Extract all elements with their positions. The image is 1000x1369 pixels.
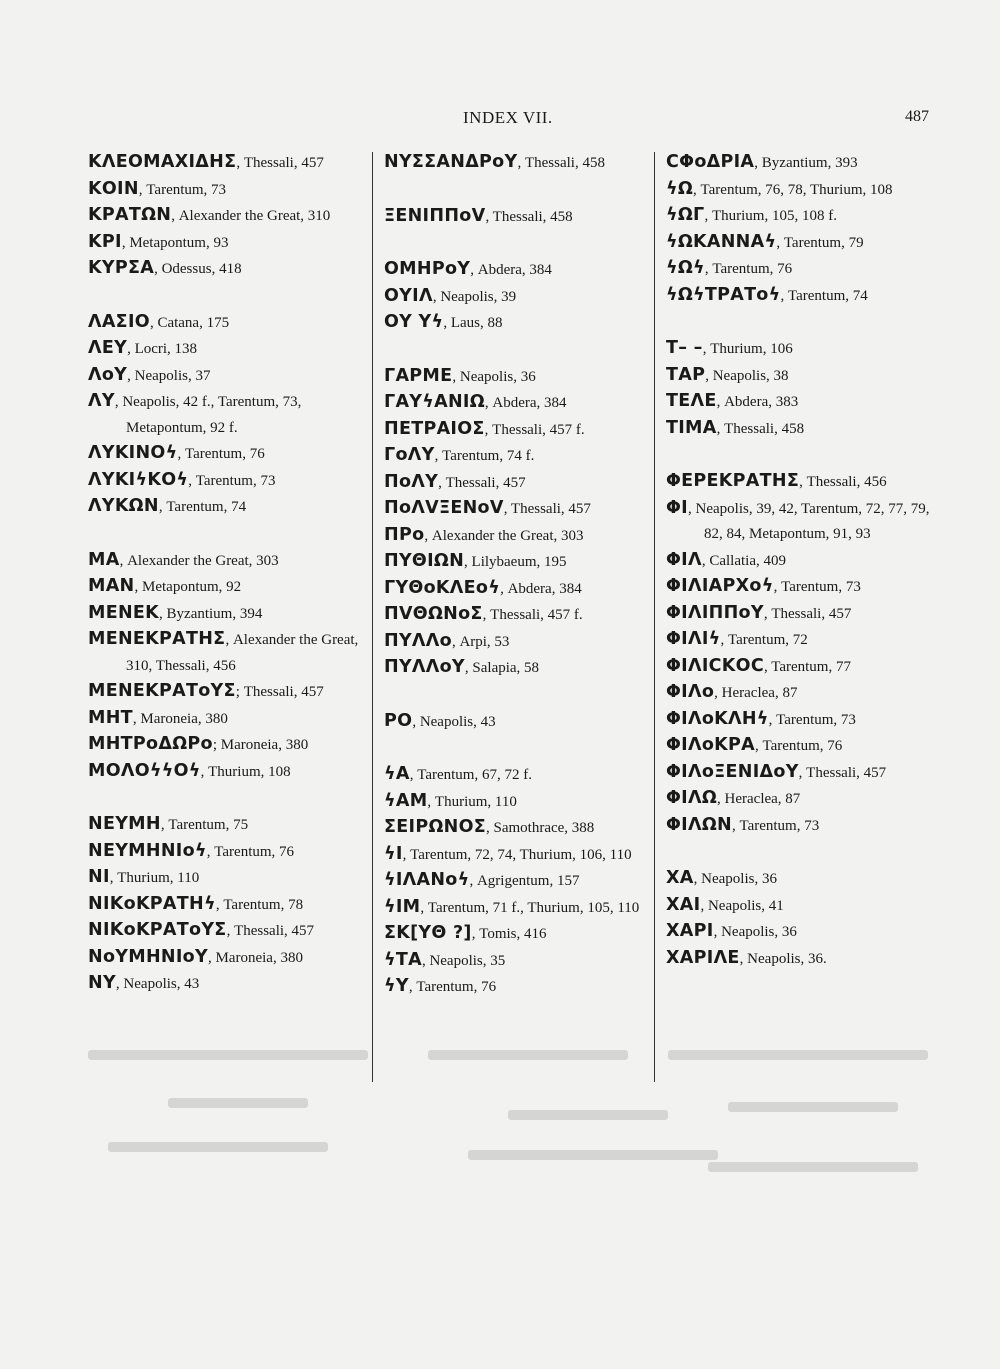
- index-entry: [666, 574, 946, 601]
- index-entry: [384, 762, 652, 789]
- greek-inscription: ΦΙΛοΚΛΗϟ: [666, 708, 769, 729]
- index-entry: [384, 974, 652, 1001]
- greek-inscription: ΚΥΡΣΑ: [88, 258, 155, 278]
- greek-inscription: ΜΟΛΟϟϟΟϟ: [88, 760, 201, 781]
- index-entry: [88, 812, 370, 839]
- greek-inscription: ΞΕΝΙΠΠοV: [384, 205, 486, 226]
- entry-reference: , Thurium, 108: [200, 763, 291, 780]
- greek-inscription: ϟΩ: [666, 178, 694, 199]
- greek-inscription: ΛΥΚΩΝ: [88, 496, 159, 516]
- index-entry: [384, 364, 652, 391]
- index-entry: [666, 256, 946, 283]
- greek-inscription: ΠΡο: [384, 524, 425, 545]
- greek-inscription: ϟΩϟΤΡΑΤοϟ: [666, 284, 781, 305]
- entry-gap: [384, 230, 652, 257]
- index-entry: [666, 733, 946, 760]
- index-entry: [666, 627, 946, 654]
- index-entry: [666, 416, 946, 443]
- entry-reference: , Maroneia, 380: [207, 949, 303, 966]
- index-column-2: [384, 150, 652, 1001]
- entry-reference: , Tarentum, 75: [160, 817, 249, 833]
- entry-reference: , Thessali, 456: [799, 474, 887, 490]
- entry-reference: , Thessali, 457: [763, 605, 852, 622]
- entry-reference: , Maroneia, 380: [132, 710, 228, 727]
- index-entry: [88, 336, 370, 363]
- greek-inscription: ΦΕΡΕΚΡΑΤΗΣ: [666, 471, 800, 491]
- greek-inscription: ϟΩΚΑΝΝΑϟ: [666, 231, 777, 252]
- index-entry: [384, 709, 652, 736]
- index-entry: [384, 443, 652, 470]
- entry-reference: , Tarentum, 76: [206, 843, 295, 860]
- entry-reference: , Neapolis, 42 f., Tarentum, 73, Metapontum, 92 f.: [114, 394, 302, 436]
- greek-inscription: ΣΚ[ΥΘ ?]: [384, 923, 472, 943]
- entry-reference: , Tarentum, 76: [755, 738, 843, 754]
- index-entry: [666, 230, 946, 257]
- entry-reference: , Heraclea, 87: [714, 685, 798, 701]
- greek-inscription: ΛοΥ: [88, 364, 128, 385]
- entry-reference: , Thessali, 458: [485, 208, 573, 225]
- greek-inscription: ΠΥΛΛο: [384, 630, 452, 651]
- entry-reference: , Alexander the Great, 310, Thessali, 456: [126, 632, 359, 674]
- entry-reference: , Tarentum, 74: [158, 499, 247, 515]
- greek-inscription: ΧΑΡΙΛΕ: [666, 947, 740, 968]
- greek-inscription: ΠΕΤΡΑΙΟΣ: [384, 418, 485, 439]
- entry-gap: [88, 283, 370, 310]
- greek-inscription: ΜΑ: [88, 549, 120, 570]
- entry-reference: , Tomis, 416: [471, 926, 547, 942]
- greek-inscription: ΝΙΚοΚΡΑΤοΥΣ: [88, 920, 227, 940]
- page-header: [0, 108, 1000, 130]
- entry-reference: , Abdera, 383: [716, 394, 799, 410]
- greek-inscription: ϟΙ: [384, 843, 403, 864]
- greek-inscription: ϟΙΜ: [384, 896, 421, 917]
- index-entry: [384, 150, 652, 177]
- index-entry: [88, 892, 370, 919]
- entry-gap: [88, 785, 370, 812]
- index-entry: [384, 842, 652, 869]
- index-entry: [666, 363, 946, 390]
- index-entry: [384, 284, 652, 311]
- greek-inscription: ϟΑΜ: [384, 790, 428, 811]
- entry-reference: , Neapolis, 35: [421, 952, 506, 969]
- index-entry: [88, 441, 370, 468]
- index-entry: [384, 204, 652, 231]
- entry-reference: , Thessali, 457: [236, 155, 324, 171]
- greek-inscription: ΜΑΝ: [88, 576, 135, 596]
- entry-reference: , Thessali, 457 f.: [482, 607, 583, 623]
- entry-reference: , Alexander the Great, 310: [171, 208, 331, 224]
- greek-inscription: ΦΙ: [666, 497, 688, 518]
- index-entry: [384, 523, 652, 550]
- index-column-3: [666, 150, 946, 972]
- greek-inscription: ΛΑΣΙΟ: [88, 311, 150, 332]
- index-entry: [384, 895, 652, 922]
- index-entry: [666, 496, 946, 548]
- index-entry: [88, 548, 370, 575]
- entry-reference: , Neapolis, 39, 42, Tarentum, 72, 77, 79, 82, 84, Metapontum, 91, 93: [688, 500, 930, 542]
- entry-reference: , Odessus, 418: [154, 261, 242, 277]
- entry-reference: , Salapia, 58: [464, 660, 540, 676]
- index-entry: [384, 390, 652, 417]
- bleed-through-marks: [88, 1050, 948, 1200]
- entry-gap: [384, 682, 652, 709]
- entry-gap: [384, 177, 652, 204]
- index-entry: [666, 786, 946, 813]
- entry-reference: , Thurium, 110: [427, 793, 517, 810]
- index-entry: [666, 389, 946, 416]
- entry-reference: , Lilybaeum, 195: [464, 554, 567, 570]
- entry-reference: , Tarentum, 74: [780, 287, 868, 304]
- index-entry: [666, 946, 946, 973]
- greek-inscription: ΠΥΛΛοΥ: [384, 657, 465, 677]
- index-entry: [384, 417, 652, 444]
- greek-inscription: ΠVΘΩΝοΣ: [384, 604, 483, 624]
- index-entry: [384, 549, 652, 576]
- entry-reference: , Callatia, 409: [701, 552, 786, 569]
- entry-reference: , Tarentum, 73: [731, 817, 820, 834]
- entry-reference: , Thessali, 457: [226, 923, 315, 939]
- greek-inscription: ΛΕΥ: [88, 338, 128, 358]
- index-entry: [666, 654, 946, 681]
- entry-reference: , Tarentum, 76: [704, 261, 793, 277]
- entry-gap: [666, 309, 946, 336]
- entry-reference: , Neapolis, 43: [412, 713, 496, 730]
- greek-inscription: ΦΙΛοΞΕΝΙΔοΥ: [666, 761, 799, 782]
- greek-inscription: ΝοΥΜΗΝΙοΥ: [88, 946, 208, 967]
- index-entry: [384, 948, 652, 975]
- greek-inscription: ΤΑΡ: [666, 364, 706, 385]
- index-entry: [88, 945, 370, 972]
- entry-reference: , Thessali, 457: [798, 764, 887, 781]
- index-entry: [384, 602, 652, 629]
- index-entry: [88, 865, 370, 892]
- page-number: 487: [905, 108, 929, 125]
- greek-inscription: ΝΙ: [88, 867, 110, 887]
- entry-reference: , Thurium, 110: [109, 870, 200, 886]
- index-entry: [88, 468, 370, 495]
- entry-reference: , Abdera, 384: [484, 395, 567, 411]
- greek-inscription: ΚΛΕΟΜΑΧΙΔΗΣ: [88, 152, 237, 172]
- greek-inscription: ΓΥΘοΚΛΕοϟ: [384, 577, 501, 598]
- greek-inscription: ϟΩϟ: [666, 258, 705, 278]
- greek-inscription: ΦΙΛΩΝ: [666, 814, 732, 835]
- greek-inscription: CΦοΔΡΙΑ: [666, 152, 755, 172]
- index-entry: [88, 679, 370, 706]
- entry-reference: , Tarentum, 73: [188, 472, 276, 489]
- greek-inscription: ΡΟ: [384, 710, 413, 731]
- entry-reference: , Neapolis, 38: [705, 367, 789, 384]
- entry-reference: , Tarentum, 76: [408, 979, 497, 995]
- index-entry: [384, 496, 652, 523]
- index-entry: [88, 706, 370, 733]
- greek-inscription: ΝΕΥΜΗ: [88, 814, 161, 834]
- entry-reference: , Byzantium, 394: [159, 605, 263, 622]
- greek-inscription: ΜΕΝΕΚΡΑΤΗΣ: [88, 629, 226, 649]
- index-entry: [88, 310, 370, 337]
- greek-inscription: ΦΙΛοΚΡΑ: [666, 735, 755, 755]
- entry-reference: , Tarentum, 74 f.: [434, 448, 535, 464]
- entry-reference: , Neapolis, 36: [713, 924, 797, 940]
- entry-reference: ; Maroneia, 380: [212, 737, 309, 753]
- entry-reference: , Tarentum, 78: [215, 896, 304, 913]
- entry-reference: , Byzantium, 393: [754, 155, 858, 171]
- entry-reference: , Tarentum, 73: [138, 181, 227, 198]
- index-entry: [88, 150, 370, 177]
- entry-reference: , Laus, 88: [443, 315, 503, 331]
- index-entry: [88, 177, 370, 204]
- greek-inscription: ΝΥ: [88, 973, 116, 993]
- index-entry: [666, 203, 946, 230]
- entry-reference: ; Thessali, 457: [235, 684, 324, 700]
- index-entry: [88, 971, 370, 998]
- index-entry: [666, 707, 946, 734]
- running-title: INDEX VII.: [463, 108, 553, 127]
- entry-gap: [666, 839, 946, 866]
- greek-inscription: ΟΥΙΛ: [384, 285, 433, 306]
- entry-reference: , Tarentum, 72, 74, Thurium, 106, 110: [402, 846, 632, 863]
- greek-inscription: ΓοΛΥ: [384, 445, 435, 465]
- index-entry: [384, 655, 652, 682]
- entry-reference: , Neapolis, 36: [452, 368, 536, 385]
- column-rule: [372, 152, 373, 1082]
- greek-inscription: ΜΕΝΕΚΡΑΤοΥΣ: [88, 681, 236, 701]
- entry-reference: , Tarentum, 76, 78, Thurium, 108: [693, 181, 893, 198]
- entry-reference: , Thurium, 105, 108 f.: [704, 208, 837, 224]
- greek-inscription: ΦΙΛΙΑΡΧοϟ: [666, 576, 774, 596]
- index-entry: [666, 548, 946, 575]
- entry-reference: , Tarentum, 73: [768, 711, 856, 728]
- greek-inscription: ΤΙΜΑ: [666, 417, 717, 438]
- entry-reference: , Tarentum, 71 f., Thurium, 105, 110: [420, 899, 640, 916]
- greek-inscription: ΣΕΙΡΩΝΟΣ: [384, 817, 486, 837]
- index-entry: [666, 680, 946, 707]
- entry-gap: [384, 337, 652, 364]
- index-entry: [666, 893, 946, 920]
- entry-reference: , Samothrace, 388: [486, 820, 595, 836]
- entry-reference: , Tarentum, 67, 72 f.: [409, 767, 532, 783]
- index-entry: [88, 918, 370, 945]
- greek-inscription: ΛΥ: [88, 391, 115, 411]
- index-entry: [88, 230, 370, 257]
- index-column-1: [88, 150, 370, 998]
- greek-inscription: ΦΙΛ: [666, 549, 702, 570]
- greek-inscription: ΧΑΡΙ: [666, 921, 714, 941]
- greek-inscription: ΚΡΑΤΩΝ: [88, 205, 172, 225]
- greek-inscription: ϟΥ: [384, 976, 409, 996]
- entry-reference: , Arpi, 53: [451, 633, 510, 650]
- index-entry: [384, 789, 652, 816]
- entry-reference: , Tarentum, 72: [720, 632, 808, 648]
- greek-inscription: ΛΥΚΙΝΟϟ: [88, 443, 178, 463]
- greek-inscription: ΟΜΗΡοΥ: [384, 259, 471, 279]
- index-entry: [88, 759, 370, 786]
- greek-inscription: ΦΙΛΙCΚΟC: [666, 655, 764, 676]
- entry-reference: , Abdera, 384: [500, 580, 582, 597]
- greek-inscription: ΧΑ: [666, 868, 694, 888]
- entry-reference: , Alexander the Great, 303: [119, 552, 279, 569]
- index-entry: [666, 601, 946, 628]
- entry-reference: , Metapontum, 92: [134, 579, 242, 595]
- greek-inscription: ϟΑ: [384, 764, 410, 784]
- entry-reference: , Tarentum, 76: [177, 446, 265, 462]
- entry-reference: , Alexander the Great, 303: [424, 527, 584, 544]
- index-entry: [666, 866, 946, 893]
- index-entry: [88, 839, 370, 866]
- greek-inscription: ΝΥΣΣΑΝΔΡοΥ: [384, 152, 518, 172]
- entry-reference: , Thurium, 106: [702, 341, 793, 357]
- index-entry: [666, 283, 946, 310]
- index-entry: [88, 256, 370, 283]
- index-entry: [666, 813, 946, 840]
- greek-inscription: ΠΥΘΙΩΝ: [384, 551, 465, 571]
- greek-inscription: ΝΕΥΜΗΝΙοϟ: [88, 840, 207, 861]
- greek-inscription: ΓΑΥϟΑΝΙΩ: [384, 392, 485, 412]
- index-entry: [384, 629, 652, 656]
- index-entry: [384, 576, 652, 603]
- index-entry: [666, 336, 946, 363]
- greek-inscription: ϟΩΓ: [666, 205, 705, 225]
- entry-reference: , Locri, 138: [127, 341, 198, 357]
- index-entry: [666, 919, 946, 946]
- entry-reference: , Catana, 175: [149, 314, 230, 331]
- entry-reference: , Thessali, 457: [503, 501, 591, 517]
- greek-inscription: ΜΕΝΕΚ: [88, 602, 160, 623]
- index-entry: [88, 494, 370, 521]
- index-entry: [88, 389, 370, 441]
- entry-reference: , Thessali, 458: [716, 420, 805, 437]
- greek-inscription: ΦΙΛο: [666, 682, 715, 702]
- entry-reference: , Neapolis, 43: [115, 976, 200, 992]
- index-entry: [666, 760, 946, 787]
- index-entry: [88, 732, 370, 759]
- greek-inscription: ΤΕΛΕ: [666, 391, 717, 411]
- entry-reference: , Abdera, 384: [470, 262, 552, 278]
- index-entry: [384, 257, 652, 284]
- greek-inscription: ΜΗΤΡοΔΩΡο: [88, 734, 213, 754]
- index-entry: [88, 363, 370, 390]
- entry-reference: , Tarentum, 73: [773, 579, 861, 595]
- index-entry: [88, 627, 370, 679]
- column-rule: [654, 152, 655, 1082]
- entry-reference: , Tarentum, 79: [776, 234, 864, 251]
- entry-reference: , Thessali, 457: [438, 474, 526, 491]
- index-entry: [384, 815, 652, 842]
- greek-inscription: ΦΙΛΙϟ: [666, 629, 721, 649]
- index-entry: [384, 868, 652, 895]
- greek-inscription: ΦΙΛΙΠΠοΥ: [666, 602, 764, 623]
- greek-inscription: ΧΑΙ: [666, 894, 701, 915]
- greek-inscription: ΠοΛVΞΕΝοV: [384, 498, 504, 518]
- index-entry: [666, 150, 946, 177]
- entry-reference: , Neapolis, 36.: [739, 950, 827, 967]
- greek-inscription: ΦΙΛΩ: [666, 788, 718, 808]
- entry-gap: [666, 442, 946, 469]
- greek-inscription: ΜΗΤ: [88, 707, 133, 728]
- entry-reference: , Neapolis, 37: [127, 367, 211, 384]
- greek-inscription: ϟΙΛΑΝοϟ: [384, 870, 470, 890]
- index-entry: [384, 921, 652, 948]
- index-entry: [88, 601, 370, 628]
- greek-inscription: ΚΡΙ: [88, 231, 122, 252]
- greek-inscription: ΛΥΚΙϟΚΟϟ: [88, 469, 189, 490]
- greek-inscription: ΝΙΚοΚΡΑΤΗϟ: [88, 893, 216, 914]
- entry-reference: , Neapolis, 36: [693, 871, 777, 887]
- greek-inscription: ΚΟΙΝ: [88, 178, 139, 199]
- entry-reference: , Neapolis, 39: [432, 288, 517, 305]
- greek-inscription: Τ– –: [666, 338, 703, 358]
- greek-inscription: ΠοΛΥ: [384, 471, 439, 492]
- entry-reference: , Heraclea, 87: [717, 791, 801, 807]
- index-entry: [88, 574, 370, 601]
- entry-reference: , Thessali, 458: [517, 155, 605, 171]
- entry-gap: [384, 735, 652, 762]
- index-entry: [666, 177, 946, 204]
- greek-inscription: ΓΑΡΜΕ: [384, 365, 453, 386]
- greek-inscription: ϟΤΑ: [384, 949, 422, 970]
- entry-reference: , Metapontum, 93: [121, 234, 229, 251]
- entry-reference: , Thessali, 457 f.: [484, 421, 585, 438]
- entry-reference: , Tarentum, 77: [763, 658, 851, 675]
- entry-reference: , Neapolis, 41: [700, 897, 784, 914]
- index-entry: [88, 203, 370, 230]
- index-entry: [384, 310, 652, 337]
- entry-reference: , Agrigentum, 157: [469, 873, 580, 889]
- index-entry: [384, 470, 652, 497]
- index-entry: [666, 469, 946, 496]
- greek-inscription: ΟΥ Υϟ: [384, 312, 444, 332]
- entry-gap: [88, 521, 370, 548]
